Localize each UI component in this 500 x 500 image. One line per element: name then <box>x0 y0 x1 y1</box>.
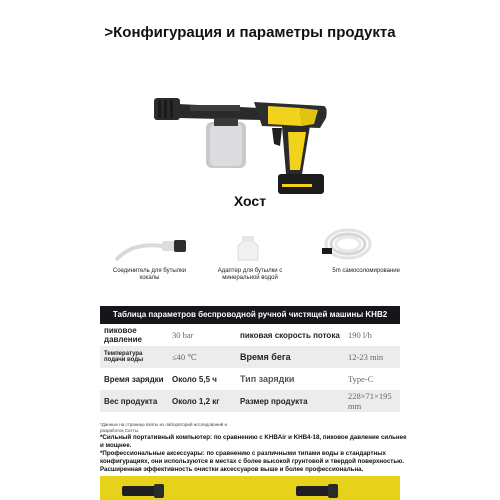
spec-label: Вес продукта <box>100 390 168 412</box>
accessory-label-3: 5m самосоломирование <box>332 268 400 274</box>
spec-label: Время бега <box>236 346 344 368</box>
note-2: *Профессиональные аксессуары: по сравнению с различными типами воды в стандартных конфигурациях, они используются в местах с более высокой грунтовой и твердой поверхностью. Расширенная эффективность очистки аксессуаров выше и более профессиональна. <box>100 450 405 473</box>
spec-label: Тип зарядки <box>240 374 295 384</box>
accessory-label-1: Соединитель для бутылки кокалы <box>112 268 187 281</box>
spec-value: 12-23 min <box>344 346 400 368</box>
spec-label: пиковое давление <box>104 326 142 344</box>
spec-table-body <box>100 324 400 412</box>
spec-value: ≤40 ℃ <box>168 346 236 368</box>
spec-value: Около 1,2 кг <box>168 390 236 412</box>
product-label: Хост <box>233 193 267 209</box>
accessory-label-2: Адаптер для бутылки с минеральной водой <box>217 268 283 281</box>
table-row <box>100 368 400 390</box>
pressure-washer-image <box>150 88 350 200</box>
footnote: *Данные на странице взяты из лабораторий исследований и разработок Сатты. <box>100 422 228 433</box>
note-1: *Сильный портативный компьютер: по сравнению с KHBAir и KHB4-18, пиковое давление сильнее и мощнее. <box>100 434 407 449</box>
spec-value: Около 5,5 ч <box>172 374 217 384</box>
spec-label: пиковая скорость потока <box>240 330 340 340</box>
page-title: >Конфигурация и параметры продукта <box>104 24 396 41</box>
table-row <box>100 324 400 346</box>
spec-table-title: Таблица параметров беспроводной ручной чистящей машины KHB2 <box>100 306 400 324</box>
spec-value: 30 bar <box>172 330 194 340</box>
spec-label: Температура подачи воды <box>100 346 168 368</box>
nozzle-image-right <box>292 478 342 500</box>
notes <box>100 434 410 474</box>
spec-label: Время зарядки <box>104 374 164 384</box>
spec-table <box>100 306 400 412</box>
spec-value: 228×71×195 mm <box>344 390 400 412</box>
bottle-connector-image <box>112 234 192 264</box>
nozzle-image-left <box>118 478 168 500</box>
spec-label: Размер продукта <box>236 390 344 412</box>
spec-value: 190 l/h <box>348 330 372 340</box>
water-bottle-adapter-image <box>228 232 268 264</box>
table-row <box>100 390 400 412</box>
table-row <box>100 346 400 368</box>
spec-value: Type-C <box>348 374 374 384</box>
hose-image <box>320 222 375 266</box>
